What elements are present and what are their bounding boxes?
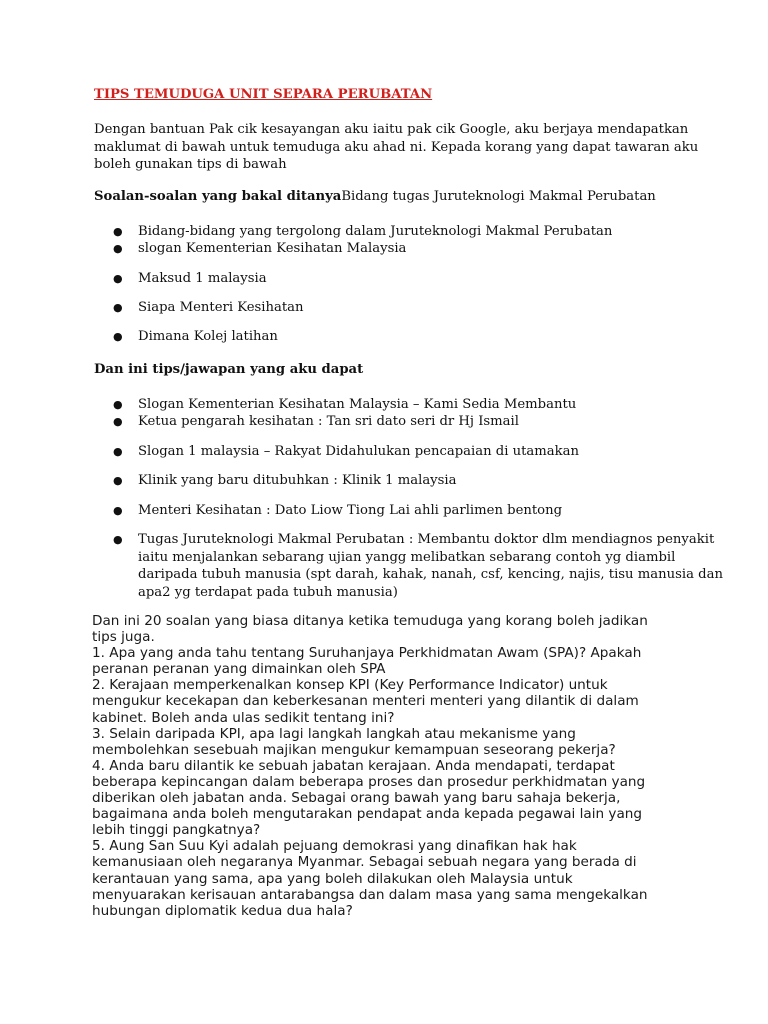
- bullet-icon: ●: [113, 415, 123, 428]
- bullet-icon: ●: [113, 474, 123, 487]
- questions-block: Dan ini 20 soalan yang biasa ditanya ketika temuduga yang korang boleh jadikan tips juga. 1. Apa yang anda tahu tentang Suruhanjaya Perkhidmatan Awam (SPA)? Apakah peranan peranan yang dimainkan oleh SPA 2. Kerajaan memperkenalkan konsep KPI (Key Performance Indicator) untuk mengukur kecekapan dan keberkesanan menteri menteri yang dilantik di dalam kabinet. Boleh anda ulas sedikit tentang ini? 3. Selain daripada KPI, apa lagi langkah langkah atau mekanisme yang membolehkan sesebuah majikan mengukur kemampuan seseorang pekerja? 4. Anda baru dilantik ke sebuah jabatan kerajaan. Anda mendapati, terdapat beberapa kepincangan dalam beberapa proses dan prosedur perkhidmatan yang diberikan oleh jabatan anda. Sebagai orang bawah yang baru sahaja bekerja, bagaimana anda boleh mengutarakan pendapat anda kepada pegawai lain yang lebih tinggi pangkatnya? 5. Aung San Suu Kyi adalah pejuang demokrasi yang dinafikan hak hak kemanusiaan oleh negaranya Myanmar. Sebagai sebuah negara yang berada di kerantauan yang sama, apa yang boleh dilakukan oleh Malaysia untuk menyuarakan kerisauan antarabangsa dan dalam masa yang sama mengekalkan hubungan diplomatik kedua dua hala?: [92, 613, 648, 919]
- section1-heading: [94, 189, 656, 204]
- section1-heading-bold: Soalan-soalan yang bakal ditanya: [94, 189, 342, 204]
- bullet-icon: ●: [113, 330, 123, 343]
- bullet-icon: ●: [113, 301, 123, 314]
- section1-heading-rest: Bidang tugas Juruteknologi Makmal Perubatan: [341, 189, 656, 204]
- intro-line: boleh gunakan tips di bawah: [94, 157, 287, 172]
- bullet-icon: ●: [113, 272, 123, 285]
- bullet-icon: ●: [113, 225, 123, 238]
- bullet-icon: ●: [113, 398, 123, 411]
- multiline-bullet-text: Tugas Juruteknologi Makmal Perubatan : Membantu doktor dlm mendiagnos penyakit iaitu menjalankan sebarang ujian yangg melibatkan sebarang contoh yg diambil daripada tubuh manusia (spt darah, kahak, nanah, csf, kencing, najis, tisu manusia dan apa2 yg terdapat pada tubuh manusia): [138, 532, 723, 600]
- intro-line: maklumat di bawah untuk temuduga aku ahad ni. Kepada korang yang dapat tawaran aku: [94, 139, 699, 155]
- document-title: TIPS TEMUDUGA UNIT SEPARA PERUBATAN: [94, 87, 433, 102]
- bullet-icon: ●: [113, 445, 123, 458]
- intro-paragraph: [94, 121, 699, 174]
- bullet-icon: ●: [113, 533, 123, 546]
- section2-heading: Dan ini tips/jawapan yang aku dapat: [94, 362, 364, 377]
- bullet-icon: ●: [113, 242, 123, 255]
- intro-line: Dengan bantuan Pak cik kesayangan aku iaitu pak cik Google, aku berjaya mendapatkan: [94, 122, 689, 137]
- bullet-icon: ●: [113, 504, 123, 517]
- document-page: TIPS TEMUDUGA UNIT SEPARA PERUBATAN Dengan bantuan Pak cik kesayangan aku iaitu pak cik Google, aku berjaya mendapatkan maklumat di bawah untuk temuduga aku ahad ni. Kepada korang yang dapat tawaran aku boleh gunakan tips di bawah Soalan-soalan yang bakal ditanyaBidang tugas Juruteknologi Makmal Perubatan ● Bidang-bidang yang tergolong dalam Juruteknologi Makmal Perubatan ● slogan Kementerian Kesihatan Malaysia ● Maksud 1 malaysia ● Siapa Menteri Kesihatan ● Dimana Kolej latihan Dan ini tips/jawapan yang aku dapat ● Slogan Kementerian Kesihatan Malaysia – Kami Sedia Membantu ● Ketua pengarah kesihatan : Tan sri dato seri dr Hj Ismail ● Slogan 1 malaysia – Rakyat Didahulukan pencapaian di utamakan ● Klinik yang baru ditubuhkan : Klinik 1 malaysia ● Menteri Kesihatan : Dato Liow Tiong Lai ahli parlimen bentong ● Tugas Juruteknologi Makmal Perubatan : Membantu doktor dlm mendiagnos penyakit iaitu menjalankan sebarang ujian yangg melibatkan sebarang contoh yg diambil daripada tubuh manusia (spt darah, kahak, nanah, csf, kencing, najis, tisu manusia dan apa2 yg terdapat pada tubuh manusia) Dan ini 20 soalan yang biasa ditanya ketika temuduga yang korang boleh jadikan tips juga. 1. Apa yang anda tahu tentang Suruhanjaya Perkhidmatan Awam (SPA)? Apakah peranan peranan yang dimainkan oleh SPA 2. Kerajaan memperkenalkan konsep KPI (Key Performance Indicator) untuk mengukur kecekapan dan keberkesanan menteri menteri yang dilantik di dalam kabinet. Boleh anda ulas sedikit tentang ini? 3. Selain daripada KPI, apa lagi langkah langkah atau mekanisme yang membolehkan sesebuah majikan mengukur kemampuan seseorang pekerja? 4. Anda baru dilantik ke sebuah jabatan kerajaan. Anda mendapati, terdapat beberapa kepincangan dalam beberapa proses dan prosedur perkhidmatan yang diberikan oleh jabatan anda. Sebagai orang bawah yang baru sahaja bekerja, bagaimana anda boleh mengutarakan pendapat anda kepada pegawai lain yang lebih tinggi pangkatnya? 5. Aung San Suu Kyi adalah pejuang demokrasi yang dinafikan hak hak kemanusiaan oleh negaranya Myanmar. Sebagai sebuah negara yang berada di kerantauan yang sama, apa yang boleh dilakukan oleh Malaysia untuk menyuarakan kerisauan antarabangsa dan dalam masa yang sama mengekalkan hubungan diplomatik kedua dua hala?: [0, 0, 768, 1024]
